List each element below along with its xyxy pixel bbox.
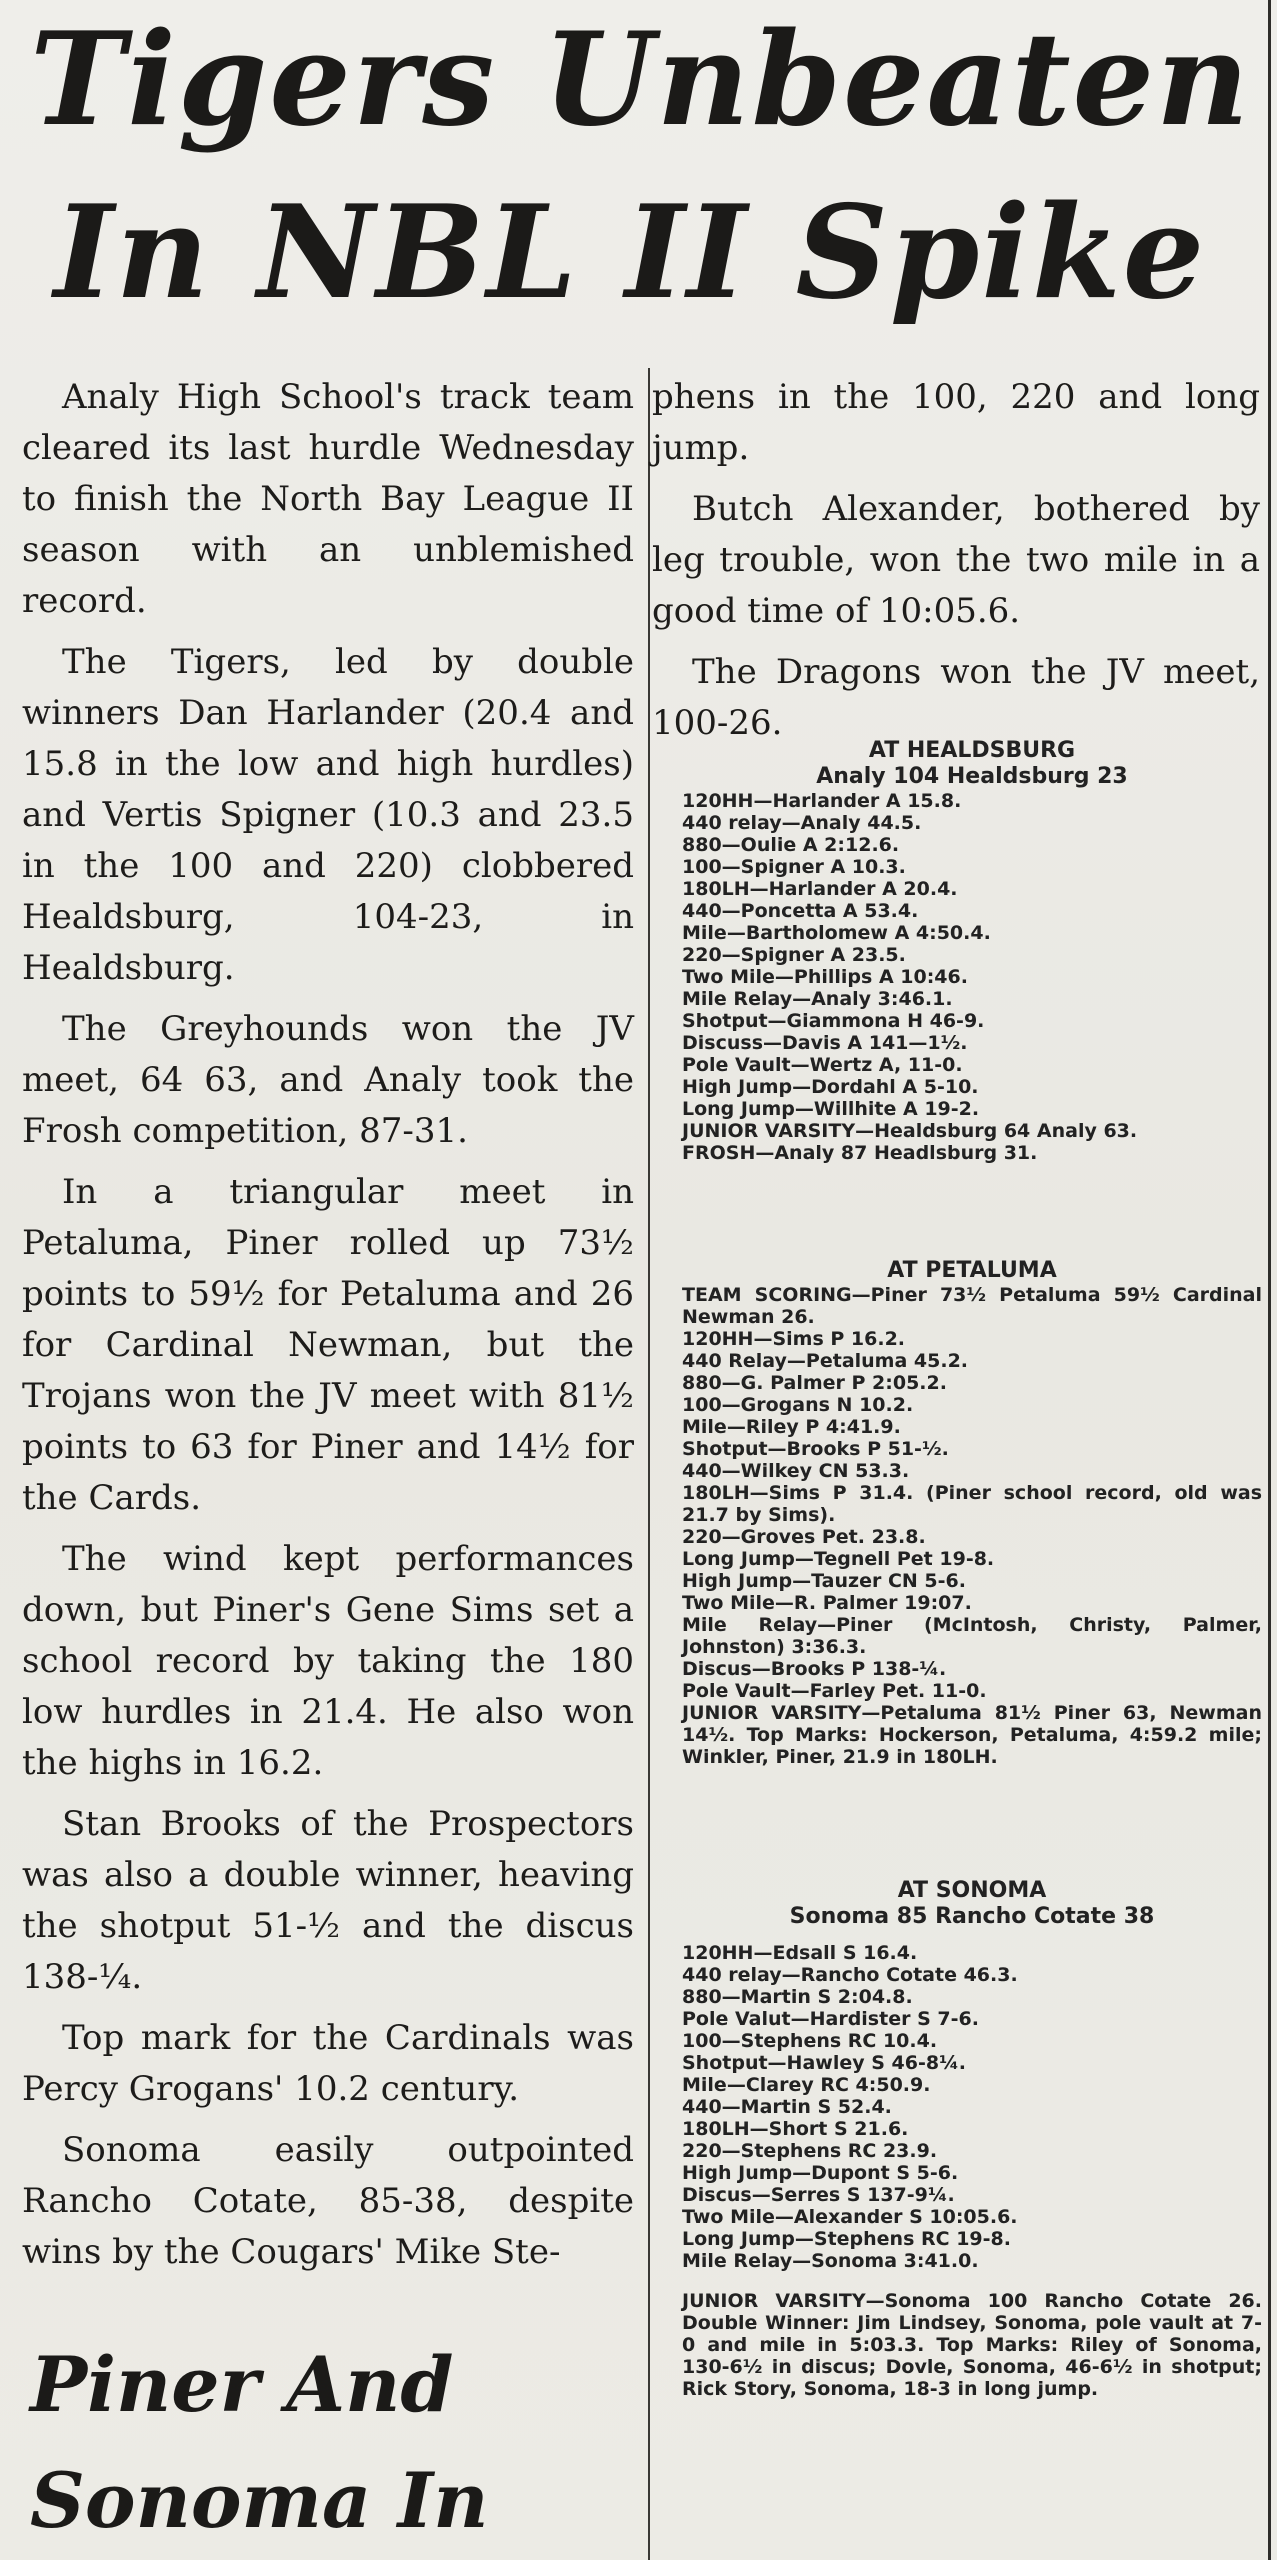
headline-line-1: Tigers Unbeaten (30, 5, 1252, 155)
result-line: Mile—Clarey RC 4:50.9. (682, 2074, 931, 2096)
next-headline-line-2: Sonoma In (30, 2456, 489, 2545)
right-edge-rule (1268, 0, 1271, 2560)
result-line: 220—Stephens RC 23.9. (682, 2140, 938, 2162)
result-line: 440—Martin S 52.4. (682, 2096, 892, 2118)
result-team-scoring: TEAM SCORING—Piner 73½ Petaluma 59½ Cardinal Newman 26. (682, 1284, 1262, 1328)
result-line: Two Mile—Phillips A 10:46. (682, 966, 968, 988)
results-petaluma (682, 1258, 1262, 1768)
article-paragraph: The Greyhounds won the JV meet, 64 63, and Analy took the Frosh competition, 87-31. (22, 1009, 634, 1151)
result-line: Mile Relay—Sonoma 3:41.0. (682, 2250, 979, 2272)
result-line: Discus—Serres S 137-9¼. (682, 2184, 955, 2206)
result-line: 180LH—Sims P 31.4. (Piner school record, old was 21.7 by Sims). (682, 1482, 1262, 1526)
result-line: Mile—Bartholomew A 4:50.4. (682, 922, 991, 944)
result-line: High Jump—Tauzer CN 5-6. (682, 1570, 966, 1592)
result-line: 180LH—Short S 21.6. (682, 2118, 909, 2140)
result-line: Pole Vault—Wertz A, 11-0. (682, 1054, 963, 1076)
result-line: 440 relay—Analy 44.5. (682, 812, 922, 834)
result-frosh: FROSH—Analy 87 Headlsburg 31. (682, 1142, 1038, 1164)
result-line: 120HH—Sims P 16.2. (682, 1328, 906, 1350)
result-line: Long Jump—Tegnell Pet 19-8. (682, 1548, 995, 1570)
result-line: Shotput—Brooks P 51-½. (682, 1438, 949, 1460)
result-line: 220—Groves Pet. 23.8. (682, 1526, 926, 1548)
result-line: 100—Spigner A 10.3. (682, 856, 906, 878)
article-paragraph: The Tigers, led by double winners Dan Harlander (20.4 and 15.8 in the low and high hurdles) and Vertis Spigner (10.3 and 23.5 in the 100 and 220) clobbered Healdsburg, 104-23, in Healdsburg. (22, 642, 634, 988)
results-heading: AT PETALUMA (887, 1258, 1057, 1283)
results-score: Sonoma 85 Rancho Cotate 38 (789, 1904, 1155, 1929)
column-rule (648, 368, 650, 2560)
result-line: Discuss—Davis A 141—1½. (682, 1032, 968, 1054)
results-heading: AT SONOMA (897, 1878, 1047, 1903)
spacer (682, 2272, 1262, 2290)
result-line: Long Jump—Stephens RC 19-8. (682, 2228, 1011, 2250)
result-line: Pole Valut—Hardister S 7-6. (682, 2008, 979, 2030)
result-line: 880—Oulie A 2:12.6. (682, 834, 900, 856)
result-line: Mile Relay—Piner (McIntosh, Christy, Palmer, Johnston) 3:36.3. (682, 1614, 1262, 1658)
article-paragraph: Sonoma easily outpointed Rancho Cotate, 85-38, despite wins by the Cougars' Mike Ste- (22, 2130, 634, 2272)
result-line: 100—Stephens RC 10.4. (682, 2030, 938, 2052)
results-sonoma (682, 1878, 1262, 2400)
article-left-column (22, 372, 634, 2288)
result-line: High Jump—Dupont S 5-6. (682, 2162, 959, 2184)
result-line: 880—G. Palmer P 2:05.2. (682, 1372, 947, 1394)
result-line: Two Mile—Alexander S 10:05.6. (682, 2206, 1018, 2228)
result-jv: JUNIOR VARSITY—Sonoma 100 Rancho Cotate 26. Double Winner: Jim Lindsey, Sonoma, pole vault at 7-0 and mile in 5:03.3. Top Marks: Riley of Sonoma, 130-6½ in discus; Dovle, Sonoma, 46-6½ in shotput; Rick Story, Sonoma, 18-3 in long jump. (682, 2290, 1262, 2400)
results-heading: AT HEALDSBURG (868, 738, 1076, 763)
article-paragraph: phens in the 100, 220 and long jump. (652, 377, 1260, 468)
result-line: 120HH—Harlander A 15.8. (682, 790, 962, 812)
result-line: 440—Wilkey CN 53.3. (682, 1460, 910, 1482)
result-line: Two Mile—R. Palmer 19:07. (682, 1592, 972, 1614)
result-line: 440—Poncetta A 53.4. (682, 900, 919, 922)
result-line: Shotput—Hawley S 46-8¼. (682, 2052, 966, 2074)
result-line: 880—Martin S 2:04.8. (682, 1986, 913, 2008)
results-score: Analy 104 Healdsburg 23 (816, 764, 1128, 789)
article-paragraph: Analy High School's track team cleared its last hurdle Wednesday to finish the North Bay League II season with an unblemished record. (22, 377, 634, 621)
result-line: Long Jump—Willhite A 19-2. (682, 1098, 980, 1120)
result-jv: JUNIOR VARSITY—Petaluma 81½ Piner 63, Newman 14½. Top Marks: Hockerson, Petaluma, 4:59.2 mile; Winkler, Piner, 21.9 in 180LH. (682, 1702, 1262, 1768)
article-paragraph: Stan Brooks of the Prospectors was also a double winner, heaving the shotput 51-½ and the discus 138-¼. (22, 1804, 634, 1997)
result-line: Mile Relay—Analy 3:46.1. (682, 988, 953, 1010)
result-line: 220—Spigner A 23.5. (682, 944, 906, 966)
article-paragraph: In a triangular meet in Petaluma, Piner rolled up 73½ points to 59½ for Petaluma and 26 for Cardinal Newman, but the Trojans won the JV meet with 81½ points to 63 for Piner and 14½ for the Cards. (22, 1172, 634, 1518)
result-line: High Jump—Dordahl A 5-10. (682, 1076, 979, 1098)
headline-line-2: In NBL II Spike (53, 178, 1207, 328)
spacer (682, 1930, 1262, 1942)
article-paragraph: The wind kept performances down, but Piner's Gene Sims set a school record by taking the 180 low hurdles in 21.4. He also won the highs in 16.2. (22, 1539, 634, 1783)
result-line: Pole Vault—Farley Pet. 11-0. (682, 1680, 987, 1702)
result-line: 440 relay—Rancho Cotate 46.3. (682, 1964, 1018, 1986)
next-headline-line-1: Piner And (30, 2340, 454, 2429)
article-paragraph: Butch Alexander, bothered by leg trouble, won the two mile in a good time of 10:05.6. (652, 489, 1260, 631)
result-line: Discus—Brooks P 138-¼. (682, 1658, 947, 1680)
article-right-column (652, 372, 1260, 759)
result-line: Mile—Riley P 4:41.9. (682, 1416, 901, 1438)
article-paragraph: Top mark for the Cardinals was Percy Grogans' 10.2 century. (22, 2018, 634, 2109)
result-line: 100—Grogans N 10.2. (682, 1394, 914, 1416)
article-paragraph: The Dragons won the JV meet, 100-26. (652, 652, 1260, 743)
result-line: 120HH—Edsall S 16.4. (682, 1942, 918, 1964)
results-healdsburg (682, 738, 1262, 1164)
result-line: 180LH—Harlander A 20.4. (682, 878, 958, 900)
result-line: Shotput—Giammona H 46-9. (682, 1010, 985, 1032)
result-jv: JUNIOR VARSITY—Healdsburg 64 Analy 63. (682, 1120, 1138, 1142)
result-line: 440 Relay—Petaluma 45.2. (682, 1350, 969, 1372)
